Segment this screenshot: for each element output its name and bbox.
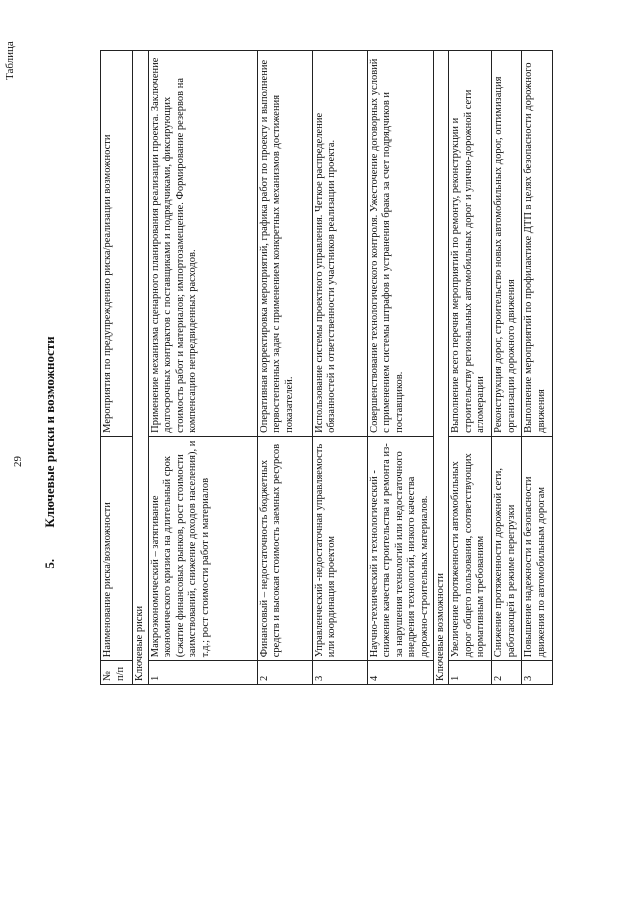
risks-section-row	[133, 51, 149, 685]
page-number: 29	[12, 456, 24, 467]
opportunity-name: Повышение надежности и безопасности движения по автомобильным дорогам	[522, 436, 553, 660]
opportunity-name: Увеличение протяженности автомобильных дорог общего пользования, соответствующих нормативным требованиям	[449, 436, 492, 660]
table-row	[367, 51, 433, 685]
opportunities-section-row	[433, 51, 449, 685]
risk-name: Макроэкономический – затягивание экономического кризиса на длительный срок (сжатие финансовых рынков, рост стоимости заимствований, снижение доходов населения), и т.д.; рост стоимости работ и материалов	[148, 436, 257, 660]
risks-table	[100, 50, 553, 685]
row-number: 2	[257, 661, 312, 685]
risk-measures: Оперативная корректировка мероприятий, графика работ по проекту и выполнение первостепенных задач с применением конкретных механизмов достижения показателей.	[257, 51, 312, 437]
table-row	[492, 51, 522, 685]
row-number: 4	[367, 661, 433, 685]
risk-measures: Применение механизма сценарного планирования реализации проекта. Заключение долгосрочных контрактов с поставщиками и подрядчиками, фиксирующих стоимость работ и материалов; импортозамещение. Формирование резервов на компенсацию непредвиденных расходов.	[148, 51, 257, 437]
risks-section-title: Ключевые риски	[133, 51, 149, 685]
risk-measures: Совершенствование технологического контроля. Ужесточение договорных условий с применением системы штрафов и устранения брака за счет подрядчиков и поставщиков.	[367, 51, 433, 437]
table-row	[449, 51, 492, 685]
opportunities-section-title: Ключевые возможности	[433, 51, 449, 685]
row-number: 1	[148, 661, 257, 685]
risk-name: Финансовый – недостаточность бюджетных средств и высокая стоимость заемных ресурсов	[257, 436, 312, 660]
opportunity-measures: Выполнение всего перечня мероприятий по ремонту, реконструкции и строительству региональных автомобильных дорог и улично-дорожной сети агломерации	[449, 51, 492, 437]
section-title: Ключевые риски и возможности	[42, 336, 57, 528]
row-number: 1	[449, 661, 492, 685]
table-row	[312, 51, 367, 685]
opportunity-measures: Выполнение мероприятий по профилактике ДТП в целях безопасности дорожного движения	[522, 51, 553, 437]
header-number: № п/п	[101, 661, 133, 685]
row-number: 3	[312, 661, 367, 685]
opportunity-measures: Реконструкция дорог, строительство новых автомобильных дорог, оптимизация организации дорожного движения	[492, 51, 522, 437]
section-number: 5.	[42, 558, 57, 569]
row-number: 3	[522, 661, 553, 685]
opportunity-name: Снижение протяженности дорожной сети, работающей в режиме перегрузки	[492, 436, 522, 660]
table-row	[148, 51, 257, 685]
table-row	[522, 51, 553, 685]
row-number: 2	[492, 661, 522, 685]
table-caption: Таблица	[4, 41, 16, 80]
table-row	[257, 51, 312, 685]
section-heading	[42, 10, 58, 895]
table-header-row	[101, 51, 133, 685]
risk-name: Управленческий -недостаточная управляемость или координация проектом	[312, 436, 367, 660]
risk-measures: Использование системы проектного управления. Четкое распределение обязанностей и ответственности участников реализации проекта.	[312, 51, 367, 437]
risk-name: Научно-технический и технологический - снижение качества строительства и ремонта из-за нарушения технологий или недостаточного внедрения технологий, низкого качества дорожно-строительных материалов.	[367, 436, 433, 660]
header-name: Наименование риска/возможности	[101, 436, 133, 660]
header-measures: Мероприятия по предупреждению риска/реализации возможности	[101, 51, 133, 437]
